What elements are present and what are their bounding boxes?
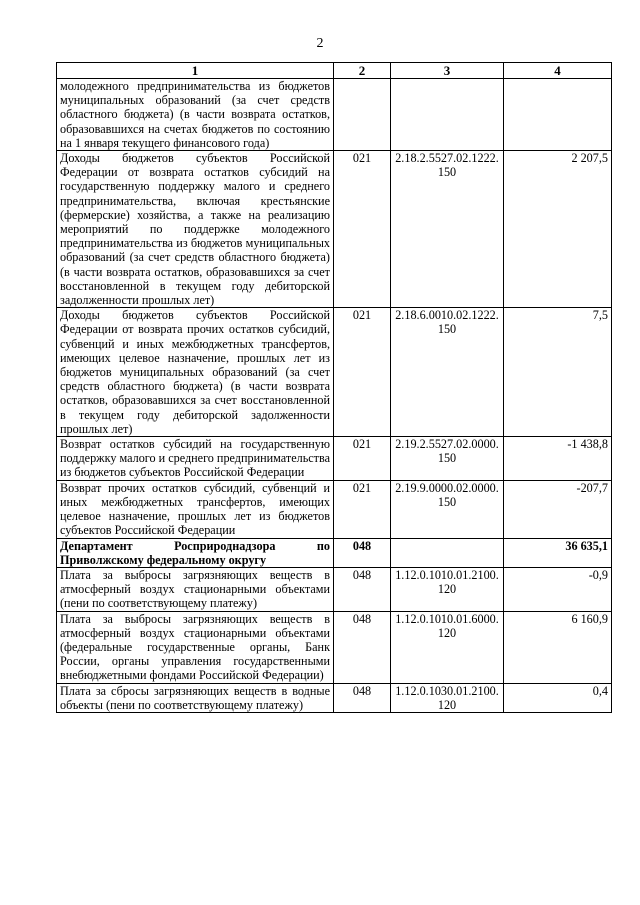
- row-amount-cell: -0,9: [504, 567, 612, 611]
- row-amount-cell: [504, 79, 612, 151]
- column-header-2: 2: [334, 63, 391, 79]
- row-amount-cell: 0,4: [504, 683, 612, 712]
- row-budget-code-cell: 2.19.2.5527.02.0000. 150: [391, 437, 504, 481]
- table-row: [57, 480, 612, 538]
- row-budget-code-cell: [391, 538, 504, 567]
- row-budget-code-cell: [391, 79, 504, 151]
- table-header-row: [57, 63, 612, 79]
- row-admin-code-cell: 048: [334, 538, 391, 567]
- row-admin-code-cell: 048: [334, 683, 391, 712]
- row-amount-cell: -207,7: [504, 480, 612, 538]
- table-row: [57, 683, 612, 712]
- row-name-cell: Департамент Росприроднадзора по Приволжскому федеральному округу: [57, 538, 334, 567]
- row-amount-cell: 6 160,9: [504, 611, 612, 683]
- row-amount-cell: -1 438,8: [504, 437, 612, 481]
- row-admin-code-cell: [334, 79, 391, 151]
- table-row: [57, 308, 612, 437]
- row-name-cell: Возврат остатков субсидий на государственную поддержку малого и среднего предпринимательства из бюджетов субъектов Российской Федерации: [57, 437, 334, 481]
- row-budget-code-cell: 1.12.0.1010.01.6000. 120: [391, 611, 504, 683]
- table-row: [57, 151, 612, 308]
- row-admin-code-cell: 021: [334, 480, 391, 538]
- row-admin-code-cell: 048: [334, 611, 391, 683]
- row-name-cell: Возврат прочих остатков субсидий, субвенций и иных межбюджетных трансфертов, имеющих целевое назначение, прошлых лет из бюджетов субъектов Российской Федерации: [57, 480, 334, 538]
- table-row: [57, 79, 612, 151]
- row-budget-code-cell: 2.19.9.0000.02.0000. 150: [391, 480, 504, 538]
- row-admin-code-cell: 021: [334, 437, 391, 481]
- row-amount-cell: 2 207,5: [504, 151, 612, 308]
- table-row: [57, 437, 612, 481]
- column-header-4: 4: [504, 63, 612, 79]
- row-admin-code-cell: 048: [334, 567, 391, 611]
- row-name-cell: Доходы бюджетов субъектов Российской Федерации от возврата прочих остатков субсидий, субвенций и иных межбюджетных трансфертов, имеющих целевое назначение, прошлых лет из бюджетов муниципальных образований (за счет средств областного бюджета) (в части возврата остатков, образовавшихся за счет восстановленной в текущем году дебиторской задолженности прошлых лет): [57, 308, 334, 437]
- column-header-3: 3: [391, 63, 504, 79]
- row-name-cell: Доходы бюджетов субъектов Российской Федерации от возврата остатков субсидий на государственную поддержку малого и среднего предпринимательства, включая крестьянские (фермерские) хозяйства, а также на реализацию мероприятий по поддержке молодежного предпринимательства из бюджетов муниципальных образований (за счет средств областного бюджета) (в части возврата остатков, образовавшихся за счет восстановленной в текущем году дебиторской задолженности прошлых лет): [57, 151, 334, 308]
- row-budget-code-cell: 1.12.0.1030.01.2100. 120: [391, 683, 504, 712]
- row-budget-code-cell: 1.12.0.1010.01.2100. 120: [391, 567, 504, 611]
- row-name-cell: Плата за сбросы загрязняющих веществ в водные объекты (пени по соответствующему платежу): [57, 683, 334, 712]
- page-number: 2: [316, 36, 324, 51]
- row-amount-cell: 36 635,1: [504, 538, 612, 567]
- row-budget-code-cell: 2.18.6.0010.02.1222. 150: [391, 308, 504, 437]
- row-amount-cell: 7,5: [504, 308, 612, 437]
- row-admin-code-cell: 021: [334, 151, 391, 308]
- table-row: [57, 538, 612, 567]
- row-name-cell: Плата за выбросы загрязняющих веществ в атмосферный воздух стационарными объектами (федеральные государственные органы, Банк России, органы управления государственными внебюджетными фондами Российской Федерации): [57, 611, 334, 683]
- budget-table: [56, 62, 612, 713]
- row-name-cell: Плата за выбросы загрязняющих веществ в атмосферный воздух стационарными объектами (пени по соответствующему платежу): [57, 567, 334, 611]
- row-name-cell: молодежного предпринимательства из бюджетов муниципальных образований (за счет средств областного бюджета) (в части возврата остатков, образовавшихся на счетах бюджетов по состоянию на 1 января текущего финансового года): [57, 79, 334, 151]
- row-admin-code-cell: 021: [334, 308, 391, 437]
- row-budget-code-cell: 2.18.2.5527.02.1222. 150: [391, 151, 504, 308]
- column-header-1: 1: [57, 63, 334, 79]
- table-row: [57, 567, 612, 611]
- table-row: [57, 611, 612, 683]
